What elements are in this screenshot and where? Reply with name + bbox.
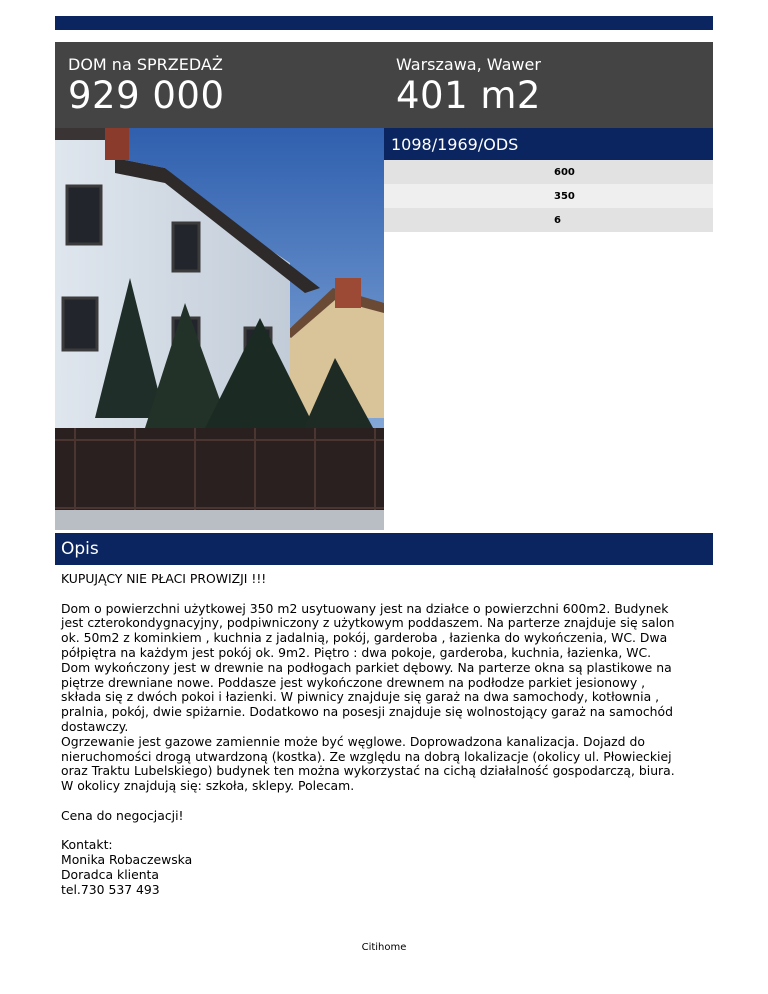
description-line: półpiętra na każdym jest pokój ok. 9m2. Piętro : dwa pokoje, garderoba, kuchnia, łazienka, WC. — [61, 644, 652, 660]
param-row — [384, 160, 713, 184]
area-value: 401 m2 — [396, 74, 541, 117]
reference-number: 1098/1969/ODS — [391, 135, 519, 154]
house-photo — [55, 128, 384, 530]
footer-brand: Citihome — [361, 942, 407, 953]
top-accent-bar — [55, 16, 713, 30]
negotiation-note: Cena do negocjacji! — [61, 807, 184, 823]
description-title: Opis — [61, 539, 99, 559]
description-body — [61, 572, 711, 898]
description-line: nieruchomości drogą utwardzoną (kostka). Ze względu na dobrą lokalizacje (okolicy ul. Płowieckiej — [61, 748, 672, 764]
params-table — [384, 160, 713, 232]
contact-line: Kontakt: — [61, 837, 113, 853]
description-line: oraz Traktu Lubelskiego) budynek ten można wykorzystać na cichą działalność gospodarczą, biura. — [61, 763, 675, 779]
description-line: Dom o powierzchni użytkowej 350 m2 usytuowany jest na działce o powierzchni 600m2. Budynek — [61, 600, 669, 616]
param-row — [384, 184, 713, 208]
contact-line: Doradca klienta — [61, 866, 160, 882]
property-type-label: DOM na SPRZEDAŻ — [68, 55, 223, 74]
listing-header — [55, 42, 713, 128]
description-line: pralnia, pokój, dwie spiżarnie. Dodatkowo na posesji znajduje się wolnostojący garaż na samochód — [61, 704, 673, 720]
param-value: 350 — [554, 191, 575, 202]
description-line: Dom wykończony jest w drewnie na podłogach parkiet dębowy. Na parterze okna są plastikowe na — [61, 659, 672, 675]
description-line: Ogrzewanie jest gazowe zamiennie może być węglowe. Doprowadzona kanalizacja. Dojazd do — [61, 733, 645, 749]
commission-note: KUPUJĄCY NIE PŁACI PROWIZJI !!! — [61, 571, 267, 586]
contact-line: Monika Robaczewska — [61, 852, 193, 868]
description-line: jest czterokondygnacyjny, podpiwniczony z użytkowym poddaszem. Na parterze znajduje się salon — [61, 615, 675, 631]
description-line: składa się z dwóch pokoi i łazienki. W piwnicy znajduje się garaż na dwa samochody, kotłownia , — [61, 689, 660, 705]
reference-bar — [384, 128, 713, 160]
description-header — [55, 533, 713, 565]
description-line: ok. 50m2 z kominkiem , kuchnia z jadalnią, pokój, garderoba , łazienka do wykończenia, WC. Dwa — [61, 630, 668, 646]
location-label: Warszawa, Wawer — [396, 55, 541, 74]
description-line: dostawczy. — [61, 718, 129, 734]
description-line: piętrze drewniane nowe. Poddasze jest wykończone drewnem na podłodze parkiet jesionowy , — [61, 674, 646, 690]
price-value: 929 000 — [68, 74, 225, 117]
param-value: 600 — [554, 167, 575, 178]
param-row — [384, 208, 713, 232]
contact-line: tel.730 537 493 — [61, 881, 160, 897]
description-line: W okolicy znajdują się: szkoła, sklepy. Polecam. — [61, 778, 355, 794]
param-value: 6 — [554, 215, 561, 226]
